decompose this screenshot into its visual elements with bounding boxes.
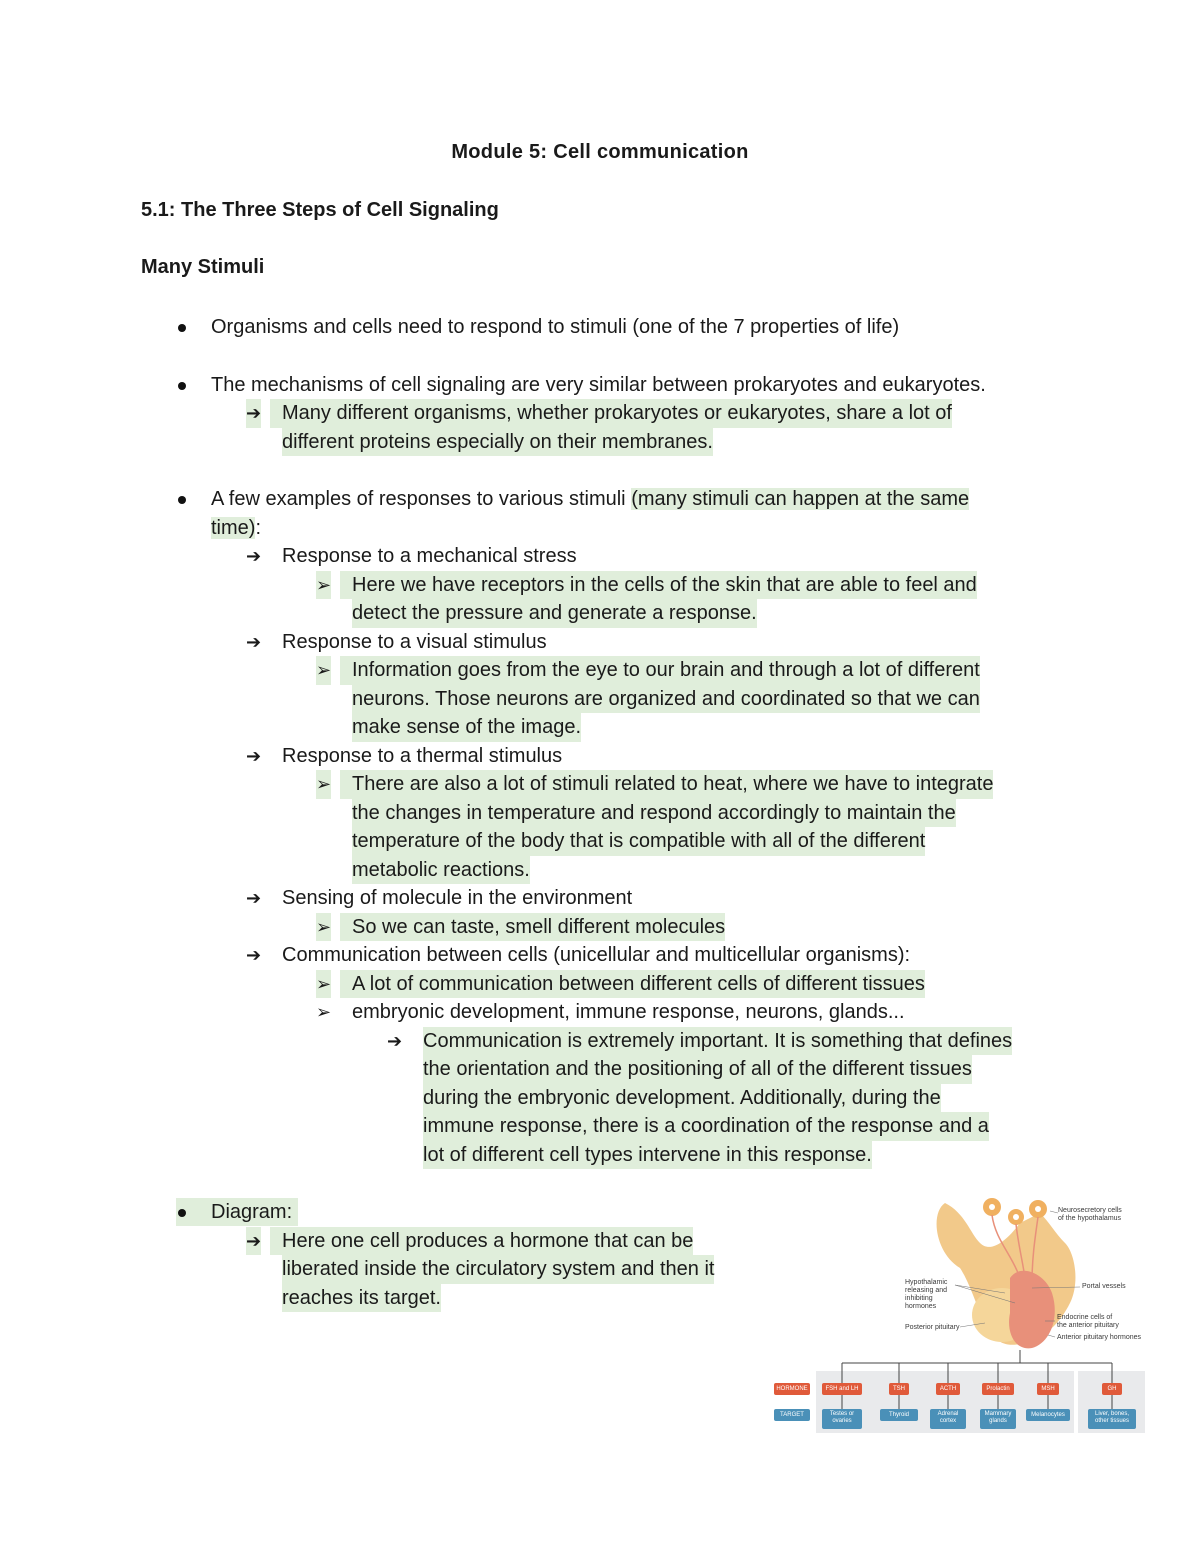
target-melanocytes: Melanocytes (1026, 1409, 1070, 1421)
note-text: liberated inside the circulatory system and then it (282, 1255, 714, 1284)
label-hypothalamic-hormones: Hypothalamic releasing and inhibiting hormones (905, 1279, 948, 1310)
list-item-continued (0, 1055, 1200, 1084)
list-item (0, 770, 1200, 799)
note-text: Many different organisms, whether prokaryotes or eukaryotes, share a lot of (270, 399, 952, 428)
list-item (0, 970, 1200, 999)
sub-item-text: Sensing of molecule in the environment (282, 887, 633, 909)
bullet-dot-icon (178, 324, 186, 332)
list-item-continued (0, 428, 1200, 457)
note-text: the orientation and the positioning of all of the different tissues (423, 1055, 972, 1084)
target-header: TARGET (774, 1409, 810, 1421)
note-text: So we can taste, smell different molecules (340, 913, 725, 942)
list-item (0, 571, 1200, 600)
target-testes-ovaries: Testes or ovaries (822, 1409, 862, 1429)
hormone-prolactin: Prolactin (982, 1383, 1014, 1395)
list-item (0, 542, 1200, 571)
note-text: reaches its target. (282, 1284, 441, 1313)
note-text: detect the pressure and generate a response. (352, 599, 757, 628)
note-text: the changes in temperature and respond accordingly to maintain the (352, 799, 956, 828)
note-text: during the embryonic development. Additionally, during the (423, 1084, 941, 1113)
target-liver-bones: Liver, bones, other tissues (1088, 1409, 1136, 1429)
list-item-continued (0, 713, 1200, 742)
note-text: different proteins especially on their membranes. (282, 428, 713, 457)
hormone-tsh: TSH (889, 1383, 909, 1395)
chevron-icon: ➢ (316, 656, 331, 685)
chevron-icon: ➢ (316, 913, 331, 942)
note-text: Here we have receptors in the cells of the skin that are able to feel and (340, 571, 977, 600)
pituitary-diagram (770, 1193, 1160, 1438)
hormone-fsh-lh: FSH and LH (822, 1383, 862, 1395)
bullet-dot-icon (178, 496, 186, 504)
list-item-continued (0, 799, 1200, 828)
arrow-icon: ➔ (246, 888, 262, 908)
list-item (0, 656, 1200, 685)
note-text: immune response, there is a coordination of the response and a (423, 1112, 989, 1141)
hormone-msh: MSH (1037, 1383, 1059, 1395)
bullet-text: Organisms and cells need to respond to stimuli (one of the 7 properties of life) (211, 316, 900, 338)
list-item (0, 998, 1200, 1027)
list-item (0, 1027, 1200, 1056)
list-item-continued (0, 1141, 1200, 1170)
list-item (0, 913, 1200, 942)
list-item-continued (0, 685, 1200, 714)
note-text: temperature of the body that is compatible with all of the different (352, 827, 925, 856)
label-neurosecretory: Neurosecretory cells of the hypothalamus (1058, 1207, 1122, 1222)
list-item (0, 399, 1200, 428)
bullet-dot-icon (178, 382, 186, 390)
label-endocrine-cells: Endocrine cells of the anterior pituitary (1057, 1314, 1119, 1329)
note-text: neurons. Those neurons are organized and coordinated so that we can (352, 685, 980, 714)
target-thyroid: Thyroid (880, 1409, 918, 1421)
arrow-icon: ➔ (246, 745, 262, 766)
chevron-icon: ➢ (316, 970, 331, 999)
list-item (0, 628, 1200, 657)
note-text: Here one cell produces a hormone that can be (270, 1227, 693, 1256)
bullet-dot-icon (178, 1209, 186, 1217)
arrow-icon: ➔ (246, 1227, 261, 1256)
bullet-text: Diagram: (211, 1201, 293, 1223)
list-item (0, 313, 1200, 342)
list-item (0, 941, 1200, 970)
list-item-continued (0, 856, 1200, 885)
note-text: There are also a lot of stimuli related to heat, where we have to integrate (340, 770, 993, 799)
list-item-continued (0, 599, 1200, 628)
target-adrenal-cortex: Adrenal cortex (930, 1409, 966, 1429)
bullet-text: : (255, 516, 262, 539)
note-text: Information goes from the eye to our brain and through a lot of different (340, 656, 980, 685)
list-item-continued (0, 1112, 1200, 1141)
page-title: Module 5: Cell communication (451, 141, 749, 163)
bullet-text: The mechanisms of cell signaling are very similar between prokaryotes and eukaryotes. (211, 373, 986, 396)
list-item (0, 371, 1200, 400)
arrow-icon: ➔ (246, 631, 262, 652)
sub-item-text: Response to a mechanical stress (282, 545, 577, 567)
list-item (0, 742, 1200, 771)
label-portal-vessels: Portal vessels (1082, 1283, 1126, 1290)
list-item (0, 884, 1200, 913)
hormone-gh: GH (1102, 1383, 1122, 1395)
highlight-text: time) (211, 516, 256, 539)
bullet-text: A few examples of responses to various stimuli (211, 488, 632, 510)
arrow-icon: ➔ (246, 945, 262, 965)
note-text: lot of different cell types intervene in this response. (423, 1141, 872, 1170)
bullet-content (0, 313, 1200, 1312)
label-posterior-pituitary: Posterior pituitary (905, 1324, 960, 1331)
list-item-continued (0, 827, 1200, 856)
target-mammary-glands: Mammary glands (980, 1409, 1016, 1429)
list-item (0, 485, 1200, 514)
label-anterior-hormones: Anterior pituitary hormones (1057, 1334, 1142, 1341)
chevron-icon: ➢ (316, 770, 331, 799)
arrow-icon: ➔ (246, 399, 261, 428)
note-text: metabolic reactions. (352, 856, 530, 885)
list-item-continued (0, 1084, 1200, 1113)
arrow-icon: ➔ (387, 1030, 403, 1051)
chevron-icon: ➢ (316, 1002, 332, 1022)
sub-item-text: Response to a thermal stimulus (282, 744, 563, 767)
sub-item-text: Communication between cells (unicellular and multicellular organisms): (282, 944, 911, 966)
section-heading: 5.1: The Three Steps of Cell Signaling (141, 199, 499, 221)
note-text: A lot of communication between different cells of different tissues (340, 970, 925, 999)
note-text: make sense of the image. (352, 713, 581, 742)
hormone-acth: ACTH (936, 1383, 960, 1395)
subsection-heading: Many Stimuli (141, 256, 265, 278)
sub-item-text: Response to a visual stimulus (282, 630, 547, 653)
list-item-continued (0, 514, 1200, 543)
note-text: Communication is extremely important. It is something that defines (423, 1027, 1012, 1056)
chevron-icon: ➢ (316, 571, 331, 600)
arrow-icon: ➔ (246, 546, 262, 566)
highlight-text: (many stimuli can happen at the same (631, 488, 970, 510)
hormone-header: HORMONE (774, 1383, 810, 1395)
sub-item-text: embryonic development, immune response, neurons, glands... (352, 1001, 905, 1023)
